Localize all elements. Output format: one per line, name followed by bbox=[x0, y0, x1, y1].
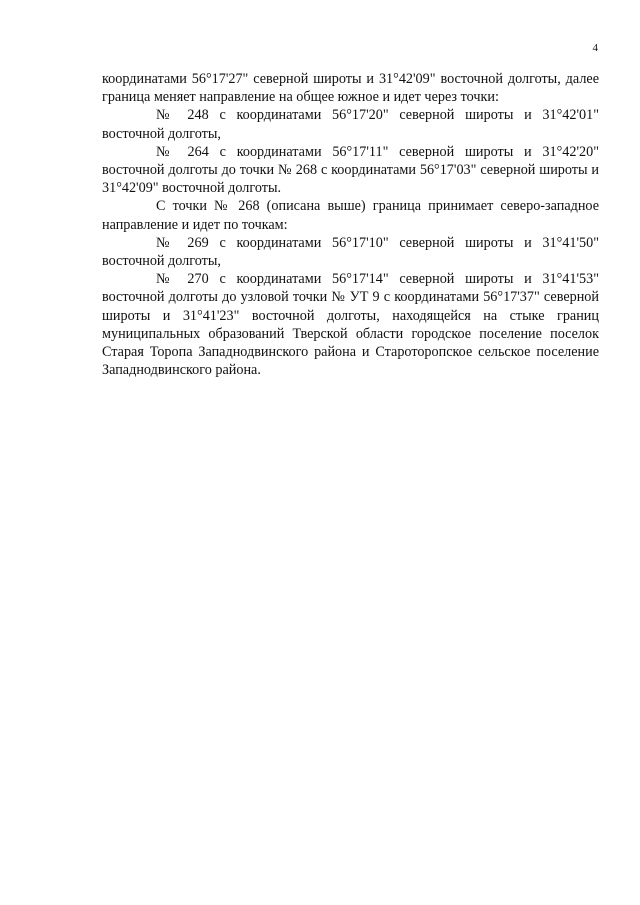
page-number: 4 bbox=[592, 42, 598, 54]
paragraph-from-point-268: С точки № 268 (описана выше) граница принимает северо-западное направление и идет по точкам: bbox=[102, 198, 599, 233]
paragraph-continuation: координатами 56°17'27" северной широты и 31°42'09" восточной долготы, далее граница меняет направление на общее южное и идет через точки: bbox=[102, 71, 599, 106]
paragraph-point-270: № 270 с координатами 56°17'14" северной широты и 31°41'53" восточной долготы до узловой точки № УТ 9 с координатами 56°17'37" северной широты и 31°41'23" восточной долготы, находящейся на стыке границ муниципальных образований Тверской области городское поселение поселок Старая Торопа Западнодвинского района и Староторопское сельское поселение Западнодвинского района. bbox=[102, 271, 599, 379]
paragraph-point-264: № 264 с координатами 56°17'11" северной широты и 31°42'20" восточной долготы до точки № 268 с координатами 56°17'03" северной широты и 31°42'09" восточной долготы. bbox=[102, 143, 599, 197]
document-body bbox=[102, 70, 599, 379]
paragraph-point-248: № 248 с координатами 56°17'20" северной широты и 31°42'01" восточной долготы, bbox=[102, 107, 599, 142]
paragraph-point-269: № 269 с координатами 56°17'10" северной широты и 31°41'50" восточной долготы, bbox=[102, 234, 599, 270]
